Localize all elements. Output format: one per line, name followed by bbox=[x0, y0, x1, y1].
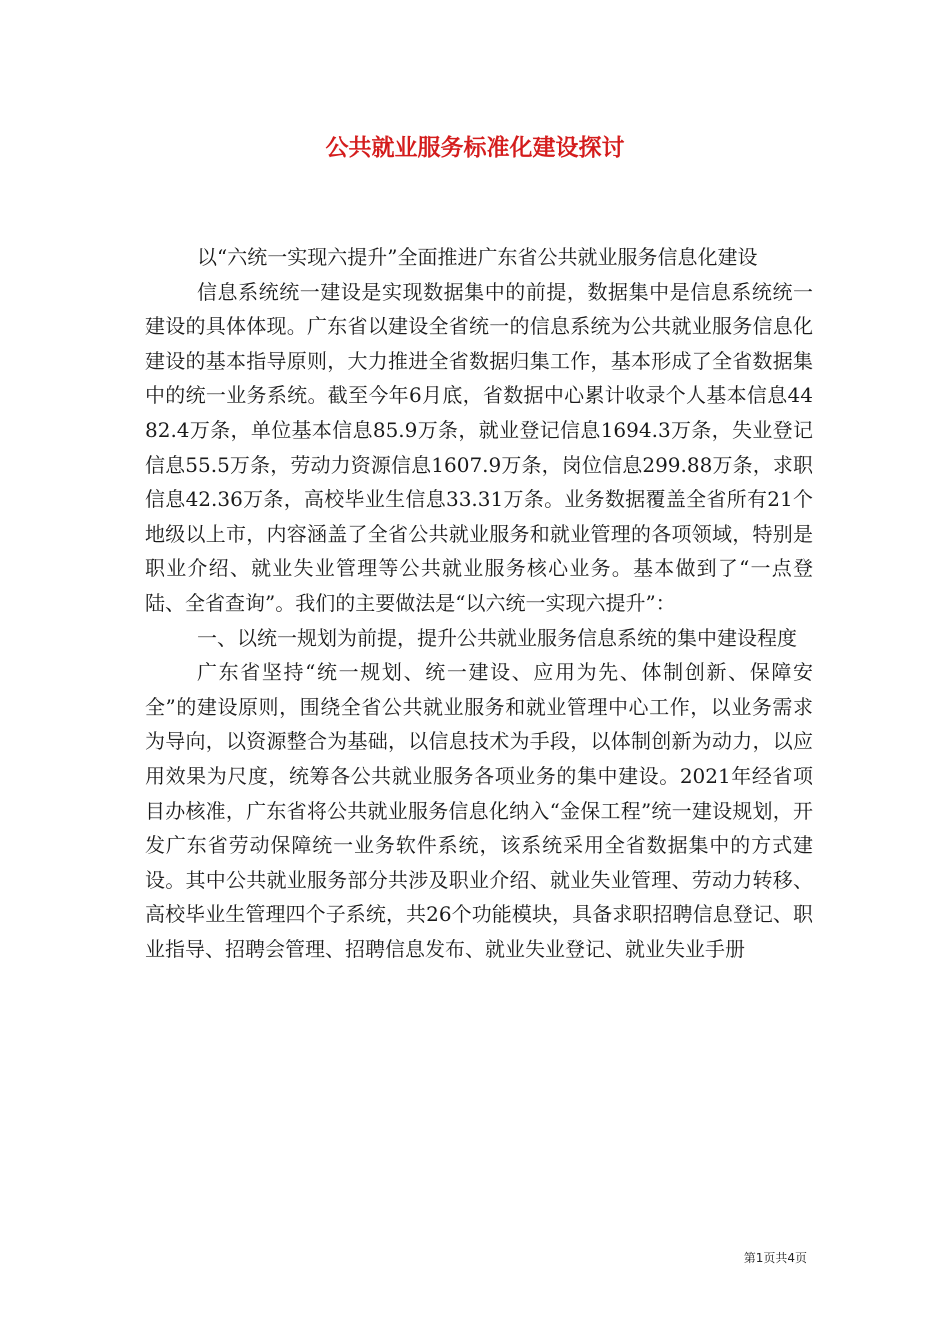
paragraph-data-summary: 信息系统统一建设是实现数据集中的前提，数据集中是信息系统统一建设的具体体现。广东省以建设全省统一的信息系统为公共就业服务信息化建设的基本指导原则，大力推进全省数据归集工作，基本形成了全省数据集中的统一业务系统。截至今年6月底，省数据中心累计收录个人基本信息4482.4万条，单位基本信息85.9万条，就业登记信息1694.3万条，失业登记信息55.5万条，劳动力资源信息1607.9万条，岗位信息299.88万条，求职信息42.36万条，高校毕业生信息33.31万条。业务数据覆盖全省所有21个地级以上市，内容涵盖了全省公共就业服务和就业管理的各项领域，特别是职业介绍、就业失业管理等公共就业服务核心业务。基本做到了“一点登陆、全省查询”。我们的主要做法是“以六统一实现六提升”： bbox=[145, 279, 813, 615]
document-body bbox=[145, 240, 813, 966]
paragraph-section-heading: 一、以统一规划为前提，提升公共就业服务信息系统的集中建设程度 bbox=[197, 625, 797, 650]
paragraph-planning: 广东省坚持“统一规划、统一建设、应用为先、体制创新、保障安全”的建设原则，围绕全省公共就业服务和就业管理中心工作，以业务需求为导向，以资源整合为基础，以信息技术为手段，以体制创新为动力，以应用效果为尺度，统筹各公共就业服务各项业务的集中建设。2021年经省项目办核准，广东省将公共就业服务信息化纳入“金保工程”统一建设规划，开发广东省劳动保障统一业务软件系统，该系统采用全省数据集中的方式建设。其中公共就业服务部分共涉及职业介绍、就业失业管理、劳动力转移、高校毕业生管理四个子系统，共26个功能模块，具备求职招聘信息登记、职业指导、招聘会管理、招聘信息发布、就业失业登记、就业失业手册 bbox=[145, 660, 813, 961]
paragraph-subtitle: 以“六统一实现六提升”全面推进广东省公共就业服务信息化建设 bbox=[197, 245, 758, 269]
page-title: 公共就业服务标准化建设探讨 bbox=[325, 135, 625, 161]
page-number: 第1页共4页 bbox=[743, 1251, 807, 1265]
